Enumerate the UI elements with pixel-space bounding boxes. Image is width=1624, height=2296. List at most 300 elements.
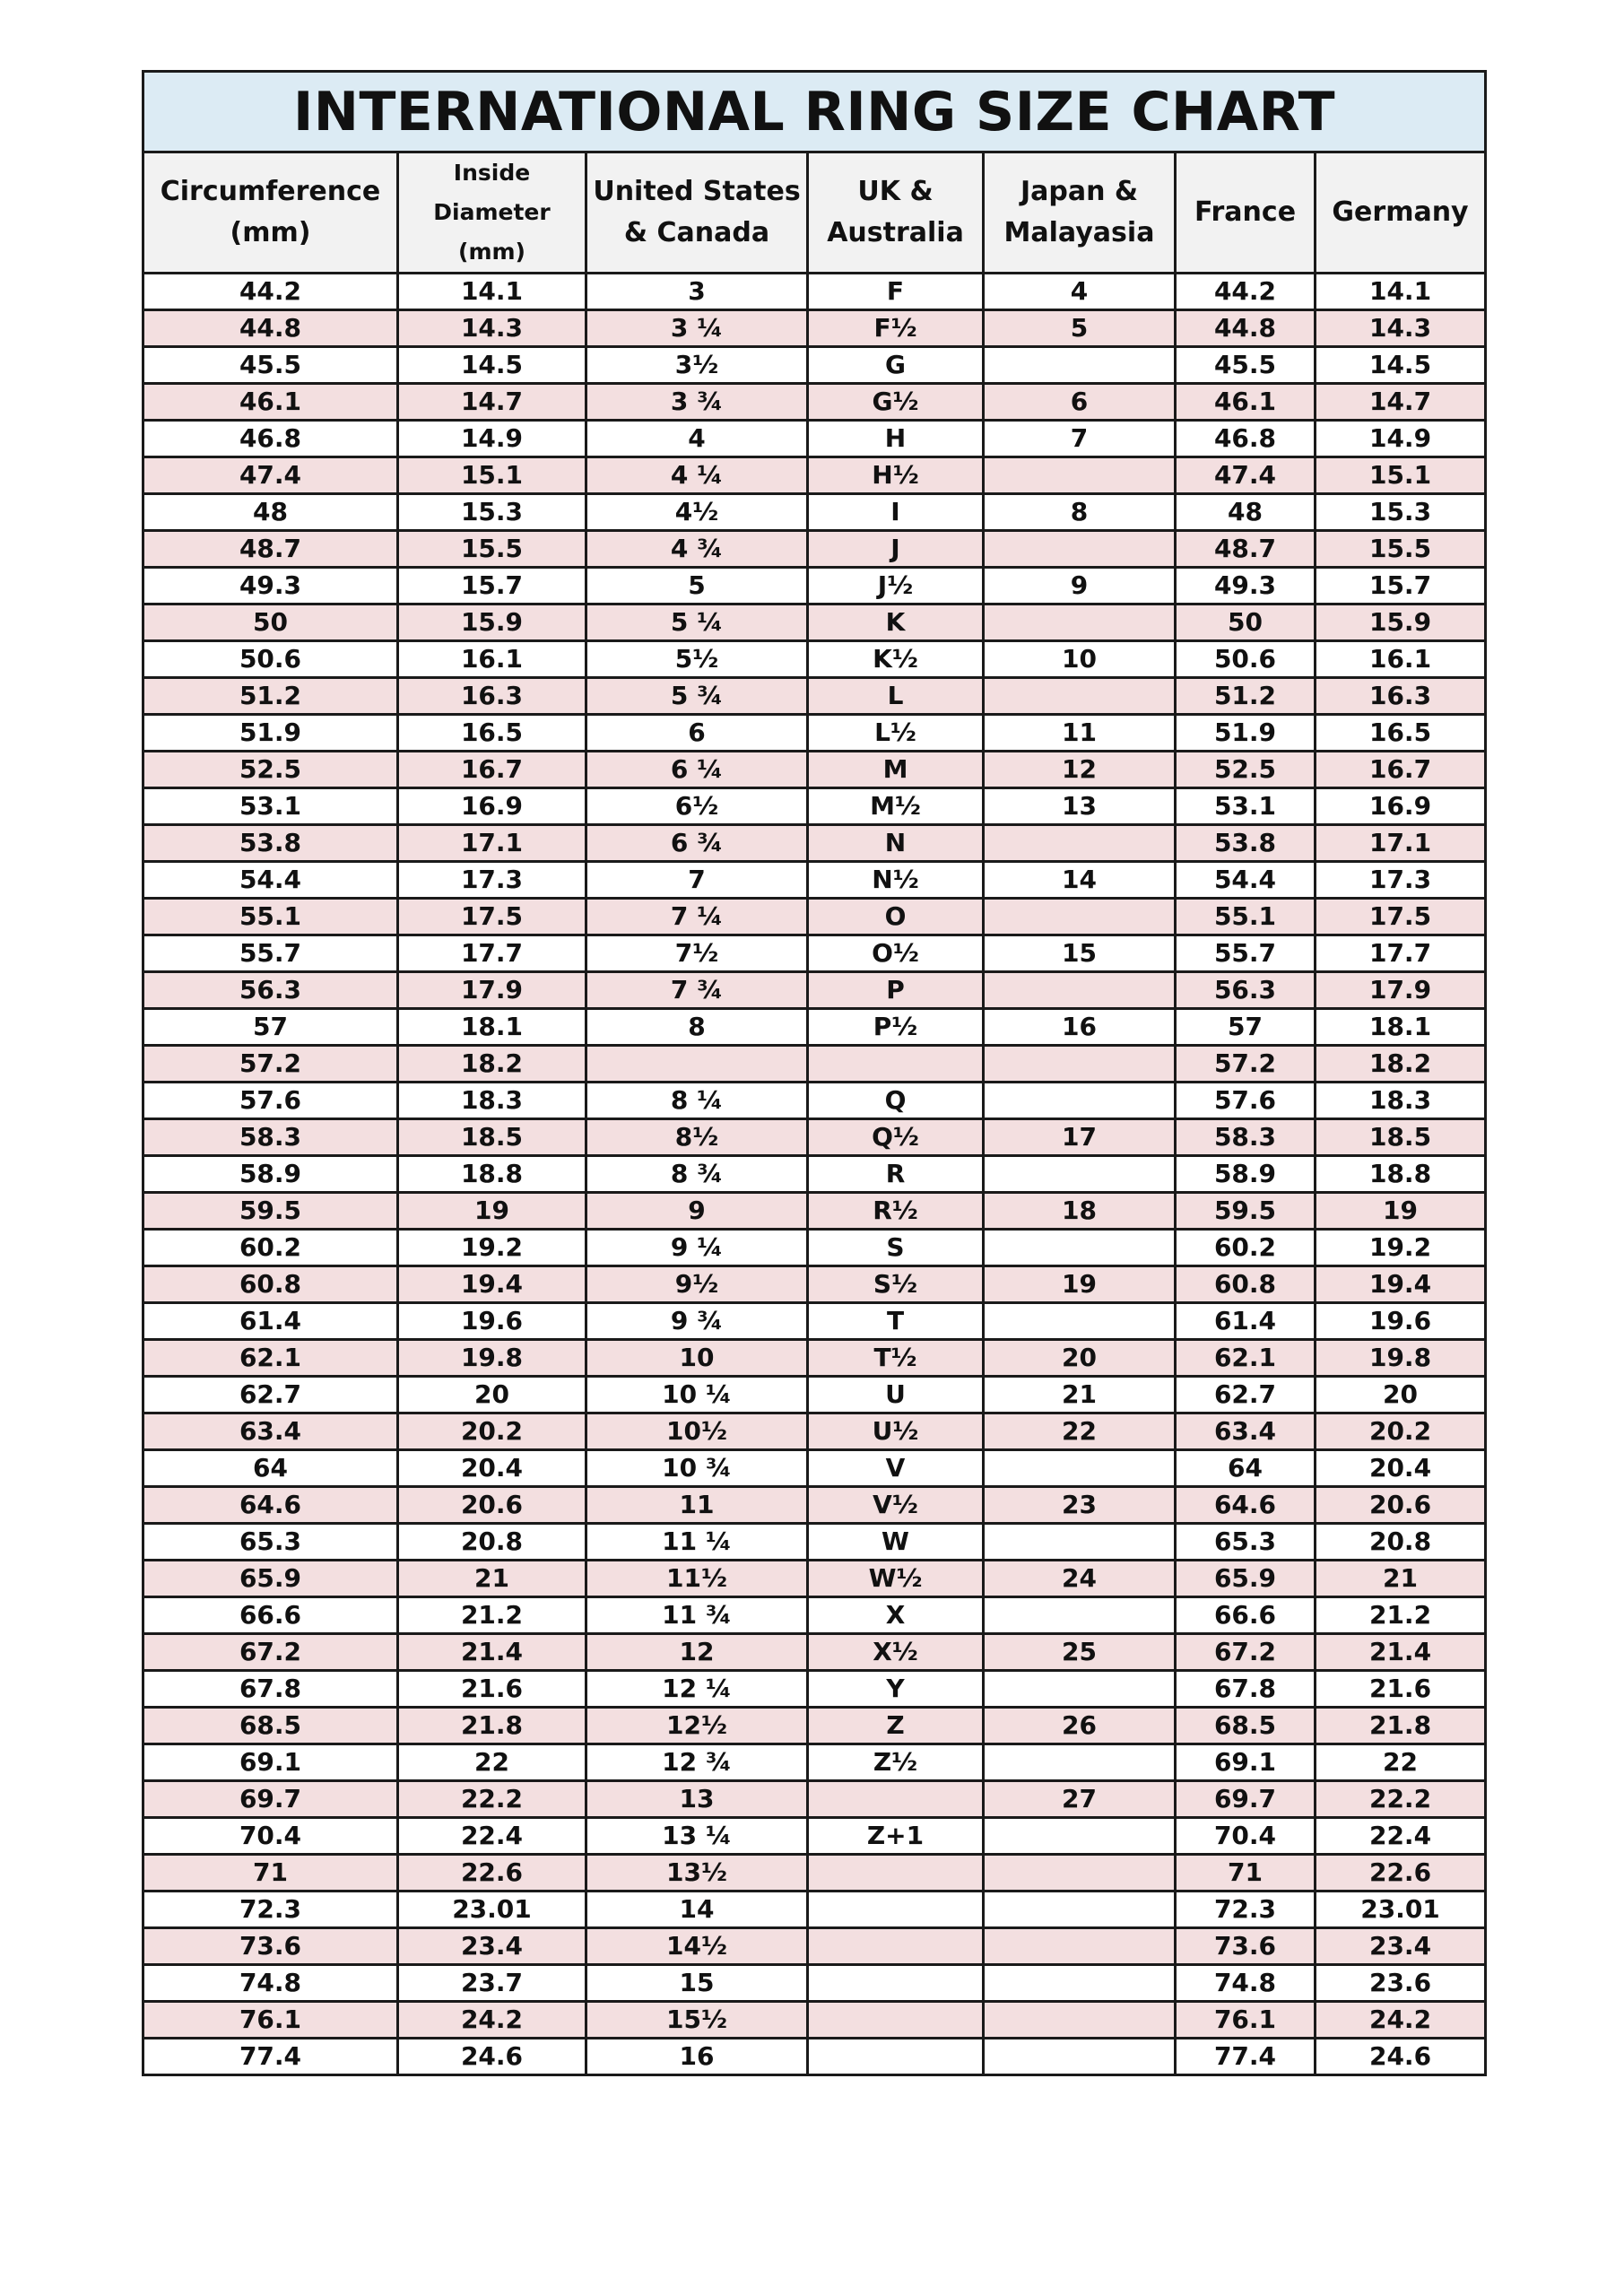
cell-germany: 19 xyxy=(1316,1193,1486,1230)
table-row xyxy=(143,531,1486,568)
cell-inside-diameter: 20.4 xyxy=(398,1450,586,1487)
cell-germany: 20.8 xyxy=(1316,1524,1486,1561)
cell-uk-australia: K½ xyxy=(808,641,984,678)
cell-japan-malayasia: 23 xyxy=(984,1487,1176,1524)
cell-japan-malayasia: 4 xyxy=(984,274,1176,310)
cell-germany: 21.8 xyxy=(1316,1708,1486,1744)
cell-uk-australia: G½ xyxy=(808,384,984,421)
table-row xyxy=(143,1046,1486,1083)
cell-france: 57 xyxy=(1176,1009,1316,1046)
cell-germany: 19.2 xyxy=(1316,1230,1486,1266)
cell-france: 64 xyxy=(1176,1450,1316,1487)
cell-france: 63.4 xyxy=(1176,1413,1316,1450)
cell-circumference: 48.7 xyxy=(143,531,398,568)
cell-germany: 16.1 xyxy=(1316,641,1486,678)
cell-france: 48.7 xyxy=(1176,531,1316,568)
cell-uk-australia xyxy=(808,1928,984,1965)
table-row xyxy=(143,1708,1486,1744)
cell-circumference: 51.2 xyxy=(143,678,398,715)
table-row xyxy=(143,1928,1486,1965)
cell-inside-diameter: 24.2 xyxy=(398,2002,586,2039)
cell-us-canada: 7½ xyxy=(586,935,808,972)
cell-us-canada: 11 ¾ xyxy=(586,1597,808,1634)
cell-france: 71 xyxy=(1176,1855,1316,1892)
cell-inside-diameter: 23.01 xyxy=(398,1892,586,1928)
cell-circumference: 49.3 xyxy=(143,568,398,604)
cell-us-canada: 5½ xyxy=(586,641,808,678)
cell-germany: 18.1 xyxy=(1316,1009,1486,1046)
cell-inside-diameter: 18.3 xyxy=(398,1083,586,1119)
cell-france: 77.4 xyxy=(1176,2039,1316,2075)
cell-germany: 21.2 xyxy=(1316,1597,1486,1634)
cell-france: 55.1 xyxy=(1176,899,1316,935)
cell-uk-australia: R½ xyxy=(808,1193,984,1230)
cell-us-canada: 13 xyxy=(586,1781,808,1818)
cell-france: 74.8 xyxy=(1176,1965,1316,2002)
cell-japan-malayasia xyxy=(984,825,1176,862)
cell-inside-diameter: 15.3 xyxy=(398,494,586,531)
cell-france: 60.2 xyxy=(1176,1230,1316,1266)
cell-us-canada: 3 xyxy=(586,274,808,310)
cell-japan-malayasia xyxy=(984,531,1176,568)
column-header-row xyxy=(143,152,1486,274)
table-row xyxy=(143,1083,1486,1119)
cell-germany: 23.01 xyxy=(1316,1892,1486,1928)
cell-circumference: 62.7 xyxy=(143,1377,398,1413)
table-row xyxy=(143,1671,1486,1708)
cell-us-canada: 10 ¼ xyxy=(586,1377,808,1413)
table-row xyxy=(143,1230,1486,1266)
table-row xyxy=(143,1340,1486,1377)
cell-france: 45.5 xyxy=(1176,347,1316,384)
table-body xyxy=(143,274,1486,2075)
cell-inside-diameter: 17.1 xyxy=(398,825,586,862)
cell-germany: 19.6 xyxy=(1316,1303,1486,1340)
cell-us-canada: 4 ¼ xyxy=(586,457,808,494)
cell-uk-australia: U½ xyxy=(808,1413,984,1450)
cell-circumference: 69.7 xyxy=(143,1781,398,1818)
cell-germany: 17.1 xyxy=(1316,825,1486,862)
cell-france: 62.1 xyxy=(1176,1340,1316,1377)
cell-inside-diameter: 21 xyxy=(398,1561,586,1597)
cell-circumference: 44.2 xyxy=(143,274,398,310)
cell-japan-malayasia xyxy=(984,1818,1176,1855)
table-row xyxy=(143,1377,1486,1413)
cell-uk-australia: S½ xyxy=(808,1266,984,1303)
cell-germany: 18.8 xyxy=(1316,1156,1486,1193)
cell-inside-diameter: 21.8 xyxy=(398,1708,586,1744)
cell-germany: 14.9 xyxy=(1316,421,1486,457)
cell-us-canada: 6 ¾ xyxy=(586,825,808,862)
cell-japan-malayasia: 18 xyxy=(984,1193,1176,1230)
cell-japan-malayasia xyxy=(984,1671,1176,1708)
cell-circumference: 53.8 xyxy=(143,825,398,862)
table-row xyxy=(143,1450,1486,1487)
cell-germany: 20.4 xyxy=(1316,1450,1486,1487)
cell-inside-diameter: 22.4 xyxy=(398,1818,586,1855)
cell-uk-australia: I xyxy=(808,494,984,531)
cell-germany: 21.4 xyxy=(1316,1634,1486,1671)
cell-inside-diameter: 14.3 xyxy=(398,310,586,347)
cell-uk-australia: U xyxy=(808,1377,984,1413)
cell-uk-australia: N½ xyxy=(808,862,984,899)
cell-circumference: 76.1 xyxy=(143,2002,398,2039)
chart-title: INTERNATIONAL RING SIZE CHART xyxy=(143,72,1486,152)
cell-us-canada: 4½ xyxy=(586,494,808,531)
cell-uk-australia xyxy=(808,2002,984,2039)
column-header-circumference: Circumference (mm) xyxy=(143,152,398,274)
cell-us-canada: 12 ¼ xyxy=(586,1671,808,1708)
cell-germany: 22.6 xyxy=(1316,1855,1486,1892)
cell-inside-diameter: 20.8 xyxy=(398,1524,586,1561)
cell-france: 66.6 xyxy=(1176,1597,1316,1634)
cell-uk-australia: O½ xyxy=(808,935,984,972)
table-row xyxy=(143,1818,1486,1855)
cell-inside-diameter: 18.5 xyxy=(398,1119,586,1156)
cell-circumference: 58.9 xyxy=(143,1156,398,1193)
cell-uk-australia: T xyxy=(808,1303,984,1340)
cell-japan-malayasia xyxy=(984,1892,1176,1928)
cell-france: 69.7 xyxy=(1176,1781,1316,1818)
table-row xyxy=(143,899,1486,935)
cell-us-canada: 5 ¼ xyxy=(586,604,808,641)
cell-france: 51.9 xyxy=(1176,715,1316,752)
cell-circumference: 64 xyxy=(143,1450,398,1487)
cell-france: 61.4 xyxy=(1176,1303,1316,1340)
cell-japan-malayasia xyxy=(984,1744,1176,1781)
cell-japan-malayasia: 13 xyxy=(984,788,1176,825)
cell-uk-australia xyxy=(808,1892,984,1928)
cell-germany: 22 xyxy=(1316,1744,1486,1781)
cell-germany: 23.4 xyxy=(1316,1928,1486,1965)
table-row xyxy=(143,1781,1486,1818)
table-row xyxy=(143,825,1486,862)
cell-uk-australia: Z xyxy=(808,1708,984,1744)
cell-inside-diameter: 20.6 xyxy=(398,1487,586,1524)
cell-us-canada: 7 ¾ xyxy=(586,972,808,1009)
table-row xyxy=(143,678,1486,715)
cell-japan-malayasia: 17 xyxy=(984,1119,1176,1156)
cell-japan-malayasia xyxy=(984,2002,1176,2039)
table-row xyxy=(143,1303,1486,1340)
cell-france: 46.8 xyxy=(1176,421,1316,457)
cell-inside-diameter: 14.1 xyxy=(398,274,586,310)
table-row xyxy=(143,384,1486,421)
cell-circumference: 60.8 xyxy=(143,1266,398,1303)
cell-us-canada: 12½ xyxy=(586,1708,808,1744)
cell-uk-australia: L½ xyxy=(808,715,984,752)
cell-france: 53.1 xyxy=(1176,788,1316,825)
cell-us-canada: 4 xyxy=(586,421,808,457)
cell-uk-australia xyxy=(808,2039,984,2075)
cell-inside-diameter: 15.9 xyxy=(398,604,586,641)
table-row xyxy=(143,1266,1486,1303)
cell-us-canada: 6 xyxy=(586,715,808,752)
cell-japan-malayasia: 15 xyxy=(984,935,1176,972)
cell-japan-malayasia xyxy=(984,972,1176,1009)
cell-circumference: 48 xyxy=(143,494,398,531)
cell-uk-australia: F½ xyxy=(808,310,984,347)
cell-us-canada: 11 ¼ xyxy=(586,1524,808,1561)
cell-us-canada: 13 ¼ xyxy=(586,1818,808,1855)
table-row xyxy=(143,421,1486,457)
cell-france: 55.7 xyxy=(1176,935,1316,972)
table-row xyxy=(143,310,1486,347)
cell-uk-australia: P xyxy=(808,972,984,1009)
table-row xyxy=(143,641,1486,678)
cell-us-canada: 13½ xyxy=(586,1855,808,1892)
cell-japan-malayasia: 8 xyxy=(984,494,1176,531)
column-header-germany: Germany xyxy=(1316,152,1486,274)
cell-inside-diameter: 19.2 xyxy=(398,1230,586,1266)
cell-circumference: 64.6 xyxy=(143,1487,398,1524)
cell-us-canada: 9 ¼ xyxy=(586,1230,808,1266)
table-row xyxy=(143,1193,1486,1230)
cell-circumference: 53.1 xyxy=(143,788,398,825)
cell-uk-australia xyxy=(808,1046,984,1083)
cell-us-canada: 11 xyxy=(586,1487,808,1524)
cell-france: 72.3 xyxy=(1176,1892,1316,1928)
cell-france: 48 xyxy=(1176,494,1316,531)
table-row xyxy=(143,1892,1486,1928)
table-row xyxy=(143,862,1486,899)
cell-inside-diameter: 23.4 xyxy=(398,1928,586,1965)
cell-inside-diameter: 22.2 xyxy=(398,1781,586,1818)
cell-germany: 17.5 xyxy=(1316,899,1486,935)
cell-us-canada: 12 ¾ xyxy=(586,1744,808,1781)
cell-circumference: 54.4 xyxy=(143,862,398,899)
cell-us-canada: 9½ xyxy=(586,1266,808,1303)
cell-uk-australia: S xyxy=(808,1230,984,1266)
cell-japan-malayasia: 24 xyxy=(984,1561,1176,1597)
cell-japan-malayasia: 16 xyxy=(984,1009,1176,1046)
cell-circumference: 55.1 xyxy=(143,899,398,935)
cell-us-canada: 15½ xyxy=(586,2002,808,2039)
table-row xyxy=(143,1156,1486,1193)
table-row xyxy=(143,788,1486,825)
cell-france: 56.3 xyxy=(1176,972,1316,1009)
cell-inside-diameter: 16.5 xyxy=(398,715,586,752)
column-header-japan-malayasia: Japan & Malayasia xyxy=(984,152,1176,274)
cell-circumference: 65.3 xyxy=(143,1524,398,1561)
cell-us-canada: 8½ xyxy=(586,1119,808,1156)
cell-inside-diameter: 14.7 xyxy=(398,384,586,421)
cell-germany: 15.9 xyxy=(1316,604,1486,641)
cell-uk-australia xyxy=(808,1781,984,1818)
cell-circumference: 71 xyxy=(143,1855,398,1892)
cell-circumference: 61.4 xyxy=(143,1303,398,1340)
cell-us-canada: 5 xyxy=(586,568,808,604)
cell-us-canada: 3 ¼ xyxy=(586,310,808,347)
cell-circumference: 57.6 xyxy=(143,1083,398,1119)
cell-france: 65.3 xyxy=(1176,1524,1316,1561)
column-header-us-canada: United States & Canada xyxy=(586,152,808,274)
cell-japan-malayasia: 20 xyxy=(984,1340,1176,1377)
cell-germany: 16.3 xyxy=(1316,678,1486,715)
cell-inside-diameter: 20.2 xyxy=(398,1413,586,1450)
cell-france: 47.4 xyxy=(1176,457,1316,494)
cell-uk-australia: R xyxy=(808,1156,984,1193)
cell-inside-diameter: 21.2 xyxy=(398,1597,586,1634)
cell-uk-australia: X½ xyxy=(808,1634,984,1671)
cell-france: 70.4 xyxy=(1176,1818,1316,1855)
cell-inside-diameter: 14.9 xyxy=(398,421,586,457)
cell-us-canada: 10 xyxy=(586,1340,808,1377)
table-row xyxy=(143,2002,1486,2039)
cell-uk-australia: M xyxy=(808,752,984,788)
cell-germany: 14.7 xyxy=(1316,384,1486,421)
cell-inside-diameter: 16.9 xyxy=(398,788,586,825)
cell-japan-malayasia xyxy=(984,347,1176,384)
cell-uk-australia: X xyxy=(808,1597,984,1634)
cell-france: 50.6 xyxy=(1176,641,1316,678)
cell-uk-australia: Y xyxy=(808,1671,984,1708)
cell-japan-malayasia: 21 xyxy=(984,1377,1176,1413)
cell-france: 58.3 xyxy=(1176,1119,1316,1156)
cell-inside-diameter: 18.8 xyxy=(398,1156,586,1193)
cell-germany: 20.2 xyxy=(1316,1413,1486,1450)
cell-inside-diameter: 16.1 xyxy=(398,641,586,678)
cell-inside-diameter: 17.7 xyxy=(398,935,586,972)
cell-us-canada: 15 xyxy=(586,1965,808,2002)
cell-inside-diameter: 18.1 xyxy=(398,1009,586,1046)
cell-germany: 15.5 xyxy=(1316,531,1486,568)
cell-japan-malayasia xyxy=(984,899,1176,935)
cell-inside-diameter: 19.4 xyxy=(398,1266,586,1303)
cell-circumference: 77.4 xyxy=(143,2039,398,2075)
cell-uk-australia: Q xyxy=(808,1083,984,1119)
cell-japan-malayasia: 7 xyxy=(984,421,1176,457)
cell-france: 67.2 xyxy=(1176,1634,1316,1671)
cell-japan-malayasia: 25 xyxy=(984,1634,1176,1671)
table-row xyxy=(143,568,1486,604)
cell-uk-australia: O xyxy=(808,899,984,935)
cell-circumference: 65.9 xyxy=(143,1561,398,1597)
cell-germany: 20 xyxy=(1316,1377,1486,1413)
cell-us-canada: 12 xyxy=(586,1634,808,1671)
cell-france: 50 xyxy=(1176,604,1316,641)
column-header-france: France xyxy=(1176,152,1316,274)
cell-circumference: 74.8 xyxy=(143,1965,398,2002)
cell-germany: 21.6 xyxy=(1316,1671,1486,1708)
table-row xyxy=(143,347,1486,384)
table-row xyxy=(143,1413,1486,1450)
cell-germany: 17.3 xyxy=(1316,862,1486,899)
cell-germany: 17.9 xyxy=(1316,972,1486,1009)
cell-germany: 15.3 xyxy=(1316,494,1486,531)
cell-japan-malayasia xyxy=(984,1855,1176,1892)
cell-uk-australia: H½ xyxy=(808,457,984,494)
cell-inside-diameter: 18.2 xyxy=(398,1046,586,1083)
cell-us-canada: 6½ xyxy=(586,788,808,825)
table-row xyxy=(143,1597,1486,1634)
column-header-inside-diameter: Inside Diameter (mm) xyxy=(398,152,586,274)
cell-japan-malayasia xyxy=(984,678,1176,715)
cell-circumference: 52.5 xyxy=(143,752,398,788)
column-header-uk-australia: UK & Australia xyxy=(808,152,984,274)
table-row xyxy=(143,972,1486,1009)
cell-circumference: 50 xyxy=(143,604,398,641)
cell-germany: 21 xyxy=(1316,1561,1486,1597)
ring-size-table xyxy=(142,70,1487,2076)
cell-us-canada: 4 ¾ xyxy=(586,531,808,568)
cell-inside-diameter: 19.6 xyxy=(398,1303,586,1340)
cell-japan-malayasia xyxy=(984,1597,1176,1634)
cell-inside-diameter: 15.7 xyxy=(398,568,586,604)
cell-circumference: 44.8 xyxy=(143,310,398,347)
cell-inside-diameter: 22 xyxy=(398,1744,586,1781)
cell-inside-diameter: 14.5 xyxy=(398,347,586,384)
cell-france: 53.8 xyxy=(1176,825,1316,862)
table-row xyxy=(143,457,1486,494)
cell-us-canada: 16 xyxy=(586,2039,808,2075)
cell-france: 49.3 xyxy=(1176,568,1316,604)
cell-uk-australia: M½ xyxy=(808,788,984,825)
cell-inside-diameter: 21.6 xyxy=(398,1671,586,1708)
cell-france: 57.6 xyxy=(1176,1083,1316,1119)
cell-us-canada: 14 xyxy=(586,1892,808,1928)
cell-inside-diameter: 15.1 xyxy=(398,457,586,494)
cell-france: 51.2 xyxy=(1176,678,1316,715)
cell-france: 64.6 xyxy=(1176,1487,1316,1524)
table-row xyxy=(143,1009,1486,1046)
cell-france: 52.5 xyxy=(1176,752,1316,788)
cell-circumference: 50.6 xyxy=(143,641,398,678)
cell-japan-malayasia xyxy=(984,1303,1176,1340)
cell-germany: 23.6 xyxy=(1316,1965,1486,2002)
cell-france: 54.4 xyxy=(1176,862,1316,899)
cell-germany: 17.7 xyxy=(1316,935,1486,972)
cell-germany: 24.6 xyxy=(1316,2039,1486,2075)
cell-france: 46.1 xyxy=(1176,384,1316,421)
cell-us-canada: 14½ xyxy=(586,1928,808,1965)
table-row xyxy=(143,1965,1486,2002)
cell-inside-diameter: 16.3 xyxy=(398,678,586,715)
table-row xyxy=(143,1744,1486,1781)
cell-circumference: 58.3 xyxy=(143,1119,398,1156)
table-row xyxy=(143,1634,1486,1671)
cell-japan-malayasia xyxy=(984,1230,1176,1266)
cell-uk-australia: Z½ xyxy=(808,1744,984,1781)
cell-japan-malayasia xyxy=(984,1450,1176,1487)
cell-japan-malayasia xyxy=(984,1524,1176,1561)
cell-inside-diameter: 17.9 xyxy=(398,972,586,1009)
cell-uk-australia: F xyxy=(808,274,984,310)
cell-inside-diameter: 22.6 xyxy=(398,1855,586,1892)
cell-japan-malayasia xyxy=(984,1046,1176,1083)
cell-germany: 24.2 xyxy=(1316,2002,1486,2039)
cell-germany: 14.1 xyxy=(1316,274,1486,310)
cell-inside-diameter: 17.3 xyxy=(398,862,586,899)
cell-france: 44.8 xyxy=(1176,310,1316,347)
cell-japan-malayasia: 19 xyxy=(984,1266,1176,1303)
cell-japan-malayasia: 9 xyxy=(984,568,1176,604)
cell-us-canada: 9 ¾ xyxy=(586,1303,808,1340)
cell-japan-malayasia: 26 xyxy=(984,1708,1176,1744)
cell-uk-australia: T½ xyxy=(808,1340,984,1377)
cell-japan-malayasia: 6 xyxy=(984,384,1176,421)
cell-uk-australia: L xyxy=(808,678,984,715)
table-row xyxy=(143,274,1486,310)
cell-inside-diameter: 15.5 xyxy=(398,531,586,568)
cell-uk-australia xyxy=(808,1965,984,2002)
cell-circumference: 56.3 xyxy=(143,972,398,1009)
cell-france: 69.1 xyxy=(1176,1744,1316,1781)
cell-germany: 15.7 xyxy=(1316,568,1486,604)
cell-circumference: 47.4 xyxy=(143,457,398,494)
cell-japan-malayasia: 27 xyxy=(984,1781,1176,1818)
cell-germany: 14.5 xyxy=(1316,347,1486,384)
